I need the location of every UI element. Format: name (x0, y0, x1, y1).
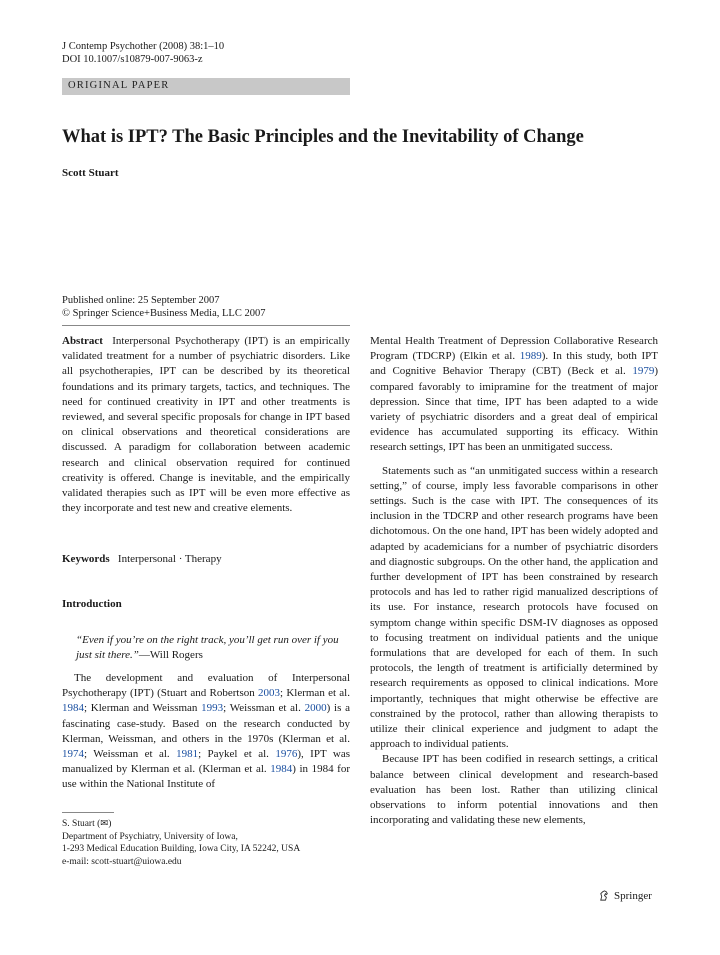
keywords-text: Interpersonal · Therapy (117, 553, 222, 565)
keywords (62, 552, 350, 567)
epigraph-quote: “Even if you’re on the right track, you’ll get run over if you just sit there.” (76, 634, 339, 662)
citation-link[interactable]: 1989 (519, 350, 542, 363)
epigraph-attribution: —Will Rogers (138, 649, 203, 662)
springer-horse-icon (598, 889, 611, 902)
section-heading: Introduction (62, 598, 122, 610)
text-run: ; Klerman et al. (280, 687, 350, 700)
citation-link[interactable]: 1976 (275, 748, 298, 761)
text-run: ; Paykel et al. (198, 748, 276, 761)
citation-link[interactable]: 1984 (270, 763, 293, 776)
footnote-name: S. Stuart (✉) (62, 819, 112, 829)
footnote-dept: Department of Psychiatry, University of Iowa, (62, 831, 238, 842)
footnote-email[interactable]: e-mail: scott-stuart@uiowa.edu (62, 856, 182, 867)
citation-link[interactable]: 1993 (201, 702, 224, 715)
text-run: Mental Health Treatment of Depression Collaborative Research Program (TDCRP) (Elkin et al. (370, 335, 658, 363)
citation-link[interactable]: 1981 (176, 748, 199, 761)
paragraph (370, 334, 658, 456)
publisher-name: Springer (614, 889, 652, 902)
author-name: Scott Stuart (62, 167, 119, 179)
abstract-text: Interpersonal Psychotherapy (IPT) is an empirically validated treatment for a number of psychiatric disorders. Like all psychotherapies, IPT can be described by its theoretical foundations and its primary targets, tactics, and techniques. The need for continued creativity in IPT and other treatments is reviewed, and several specific proposals for change in IPT based on clinical observations and theoretical considerations are discussed. A paradigm for collaboration between academic research and clinical observation required for continued creativity is offered. Change is inevitable, and the empirically validated therapies such as IPT will be even more effective as they incorporate and test new and creative elements. (62, 335, 350, 515)
published-date: Published online: 25 September 2007 (62, 295, 220, 306)
divider (62, 325, 350, 326)
author-footnote (62, 818, 350, 868)
footnote-divider (62, 812, 114, 813)
text-run: ), IPT was manualized by Klerman et al. (Klerman et al. (62, 748, 350, 776)
abstract-label: Abstract (62, 335, 103, 347)
citation-link[interactable]: 2000 (304, 702, 327, 715)
journal-citation: J Contemp Psychother (2008) 38:1–10 (62, 41, 225, 52)
text-run: ) compared favorably to imipramine for the treatment of major depression. Since that time, IPT has been adapted to a wide variety of psychiatric disorders and a great deal of empirical evidence has accumulated supporting its efficacy. Within research settings, IPT has been an unmitigated success. (370, 365, 658, 454)
abstract (62, 334, 350, 516)
doi: DOI 10.1007/s10879-007-9063-z (62, 54, 203, 65)
publication-info (62, 294, 265, 320)
text-run: ; Klerman and Weissman (84, 702, 202, 715)
paragraph: Because IPT has been codified in research settings, a critical balance between clinical development and research-based evaluation has been lost. Rather than utilizing clinical observations to inform potential innovations and then incorporating and validating these new elements, (370, 753, 658, 827)
intro-paragraph (62, 671, 350, 793)
footnote-address: 1-293 Medical Education Building, Iowa City, IA 52242, USA (62, 844, 301, 854)
text-run: ) in 1984 for use within the National Institute of (62, 763, 350, 791)
citation-link[interactable]: 2003 (258, 687, 280, 700)
text-run: ). In this study, both IPT and Cognitive Behavior Therapy (CBT) (Beck et al. (370, 350, 658, 378)
paragraph: Statements such as “an unmitigated success within a research setting,” of course, imply less favorable comparisons in other settings. Such is the case with IPT. The consequences of its inclusion in the TDCRP and other research programs have been dichotomous. On the one hand, IPT has been widely adopted and adapted by academicians for a number of psychiatric disorders and diagnostic subgroups. On the other hand, the application and further development of IPT has been constrained by research protocols and has led to rather rigid manualized descriptions of its use. For instance, research protocols have focused on symptom change within specific DSM-IV diagnoses as opposed to focusing treatment on individual patients and the unique formulations that are developed for each of them. In such protocols, the length of treatment is artificially determined by research requirements as opposed to clinical indications. More importantly, techniques that might otherwise be effective are constrained by the protocol, rather than allowing therapists to utilize their clinical experience and judgment to adapt the approach to individual patients. (370, 464, 658, 751)
text-run: ; Weissman et al. (84, 748, 177, 761)
publisher-logo (598, 889, 652, 902)
citation-link[interactable]: 1984 (62, 702, 84, 715)
text-run: The development and evaluation of Interpersonal Psychotherapy (IPT) (Stuart and Robertson (62, 672, 350, 700)
epigraph (76, 633, 356, 663)
section-banner (62, 78, 350, 95)
right-column (370, 334, 658, 829)
text-run: ) is a fascinating case-study. Based on the research conducted by Klerman, Weissman, and others in the 1970s (Klerman et al. (62, 702, 350, 745)
copyright: © Springer Science+Business Media, LLC 2007 (62, 308, 266, 319)
citation-link[interactable]: 1979 (632, 365, 655, 378)
paper-title: What is IPT? The Basic Principles and the Inevitability of Change (62, 127, 584, 147)
citation-link[interactable]: 1974 (62, 748, 84, 761)
keywords-label: Keywords (62, 553, 110, 565)
banner-label: ORIGINAL PAPER (68, 80, 170, 91)
text-run: ; Weissman et al. (223, 702, 305, 715)
